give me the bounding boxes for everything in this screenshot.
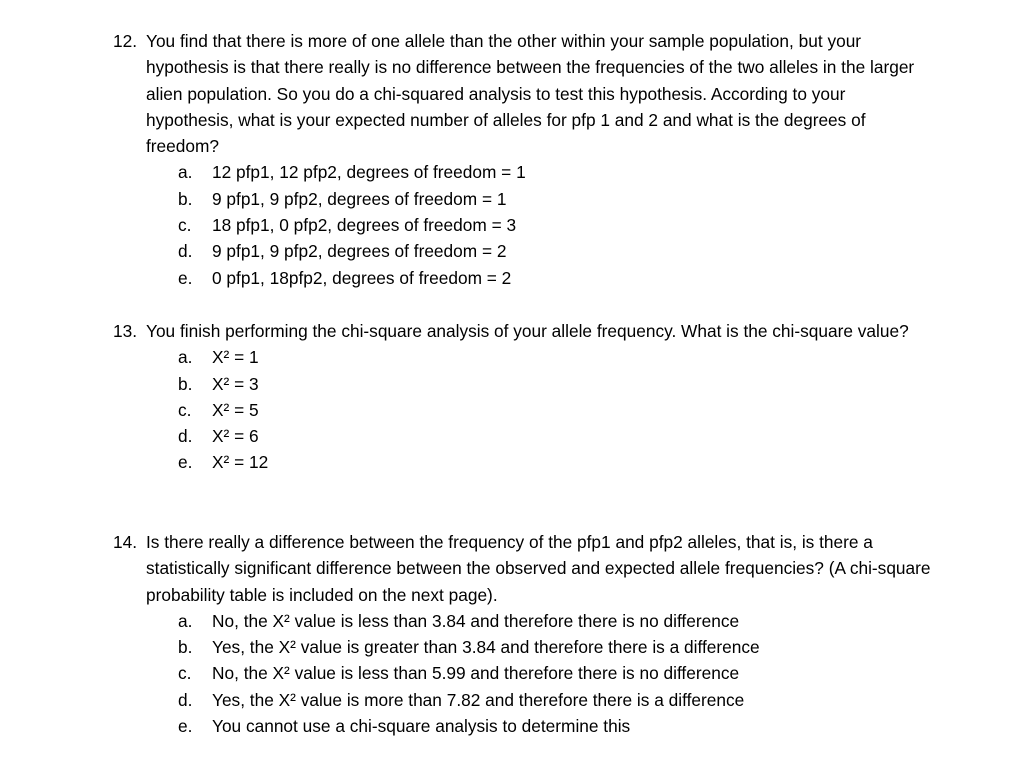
option-text: 9 pfp1, 9 pfp2, degrees of freedom = 1 [212, 188, 507, 209]
question-14 [0, 529, 1024, 739]
answer-option-c [178, 212, 1024, 238]
answer-option-b [178, 634, 1024, 660]
question-12 [0, 28, 1024, 291]
answer-option-d [178, 238, 1024, 264]
question-number: 14. [113, 532, 138, 552]
option-letter: a. [178, 347, 193, 368]
option-text: Yes, the X² value is more than 7.82 and therefore there is a difference [212, 689, 745, 710]
option-text: No, the X² value is less than 5.99 and therefore there is no difference [212, 663, 740, 684]
option-letter: c. [178, 215, 192, 236]
answer-option-b [178, 186, 1024, 212]
question-number: 12. [113, 31, 138, 51]
option-letter: b. [178, 188, 193, 209]
answer-option-d [178, 423, 1024, 449]
option-letter: a. [178, 162, 193, 183]
option-letter: d. [178, 689, 193, 710]
answer-option-d [178, 687, 1024, 713]
option-letter: b. [178, 373, 193, 394]
answer-option-c [178, 397, 1024, 423]
question-stem [113, 318, 933, 344]
option-letter: c. [178, 399, 192, 420]
answer-options [0, 608, 1024, 739]
answer-options [0, 159, 1024, 290]
question-text: You finish performing the chi-square analysis of your allele frequency. What is the chi-square value? [146, 321, 909, 341]
question-number: 13. [113, 321, 138, 341]
option-letter: a. [178, 610, 193, 631]
option-text: X² = 6 [212, 426, 259, 447]
option-text: Yes, the X² value is greater than 3.84 and therefore there is a difference [212, 637, 760, 658]
option-text: No, the X² value is less than 3.84 and therefore there is no difference [212, 610, 740, 631]
option-letter: e. [178, 267, 193, 288]
answer-option-a [178, 344, 1024, 370]
option-text: X² = 3 [212, 373, 259, 394]
answer-option-a [178, 608, 1024, 634]
question-text: Is there really a difference between the frequency of the pfp1 and pfp2 alleles, that is, is there a statistically significant difference between the observed and expected allele frequencies? (A chi-square probability table is included on the next page). [146, 532, 931, 605]
answer-option-a [178, 159, 1024, 185]
question-13 [0, 318, 1024, 476]
answer-option-e [178, 713, 1024, 739]
option-text: 12 pfp1, 12 pfp2, degrees of freedom = 1 [212, 162, 526, 183]
option-letter: d. [178, 426, 193, 447]
option-text: You cannot use a chi-square analysis to determine this [212, 716, 631, 737]
option-text: X² = 5 [212, 399, 259, 420]
option-letter: e. [178, 716, 193, 737]
answer-option-e [178, 449, 1024, 475]
option-letter: c. [178, 663, 192, 684]
option-letter: d. [178, 241, 193, 262]
answer-option-b [178, 371, 1024, 397]
option-text: 18 pfp1, 0 pfp2, degrees of freedom = 3 [212, 215, 517, 236]
question-stem [113, 28, 933, 159]
option-text: X² = 1 [212, 347, 259, 368]
question-stem [113, 529, 933, 608]
option-letter: e. [178, 452, 193, 473]
answer-option-c [178, 660, 1024, 686]
option-text: 9 pfp1, 9 pfp2, degrees of freedom = 2 [212, 241, 507, 262]
option-text: 0 pfp1, 18pfp2, degrees of freedom = 2 [212, 267, 512, 288]
option-letter: b. [178, 637, 193, 658]
option-text: X² = 12 [212, 452, 269, 473]
answer-options [0, 344, 1024, 475]
question-text: You find that there is more of one allele than the other within your sample population, but your hypothesis is that there really is no difference between the frequencies of the two alleles in the larger alien population. So you do a chi-squared analysis to test this hypothesis. According to your hypothesis, what is your expected number of alleles for pfp 1 and 2 and what is the degrees of freedom? [146, 31, 915, 157]
answer-option-e [178, 265, 1024, 291]
